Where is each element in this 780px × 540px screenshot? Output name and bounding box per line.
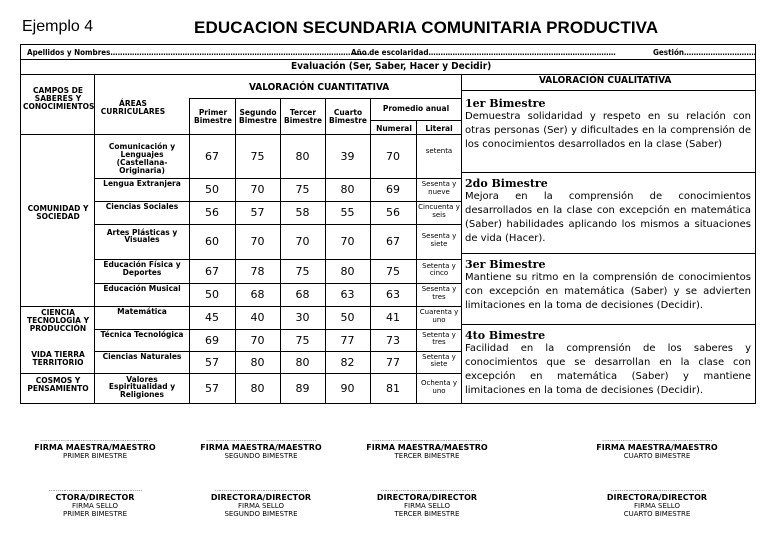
signature-seal: FIRMA SELLO [634, 502, 680, 510]
example-label: Ejemplo 4 [22, 18, 94, 35]
signature-seal: FIRMA SELLO [72, 502, 118, 510]
area-name: Ciencias Naturales [102, 352, 182, 361]
grade-literal: Cincuenta y seis [418, 203, 460, 219]
area-name: Educación Musical [103, 284, 181, 293]
grade-b4: 39 [340, 149, 355, 163]
grade-b2: 70 [250, 235, 265, 248]
qualitative-title: VALORACIÓN CUALITATIVA [539, 75, 672, 86]
signature-period: PRIMER BIMESTRE [62, 510, 128, 518]
field-cosmos: COSMOS Y PENSAMIENTO [27, 376, 89, 393]
period-description: Mejora en la comprensión de conocimientos desarrollados en la clase con excepción en matemática (Saber) habilidades aplicando los mismos a situaciones de vida (Hacer). [465, 191, 751, 244]
grade-b3: 80 [295, 149, 310, 163]
grade-b3: 80 [295, 355, 310, 369]
signature-line: …………………………………………… [380, 486, 474, 493]
period-description: Demuestra solidaridad y respeto en su relación con otras personas (Ser) y dificultades en la comprensión de los conocimientos desarrollados en la clase (Saber) [465, 111, 751, 150]
grade-literal: Sesenta y siete [421, 232, 457, 248]
grade-literal: Setenta y siete [422, 352, 456, 369]
area-name: Comunicación y Lenguajes (Castellana-Originaria) [108, 142, 176, 175]
grade-num: 75 [386, 264, 400, 278]
grade-b2: 80 [250, 355, 265, 369]
grade-literal: Ochenta y uno [421, 379, 457, 395]
grade-num: 41 [386, 311, 400, 324]
grade-num: 73 [386, 333, 400, 347]
grade-b2: 75 [250, 149, 265, 163]
grade-literal: Cuarenta y uno [419, 308, 459, 324]
quantitative-title: VALORACIÓN CUANTITATIVA [249, 82, 390, 93]
teacher-signature [362, 436, 492, 460]
signature-seal: FIRMA SELLO [404, 502, 450, 510]
signature-line: …………………………………………………… [372, 436, 482, 443]
grade-b2: 70 [250, 333, 265, 347]
signature-period: SEGUNDO BIMESTRE [224, 452, 298, 460]
school-year-field[interactable]: Año de escolaridad…………………………………………………………………… [351, 48, 616, 57]
grade-b4: 82 [340, 355, 355, 369]
area-name: Artes Plásticas y Visuales [106, 227, 178, 245]
grade-b1: 67 [205, 264, 219, 278]
grade-b3: 75 [295, 333, 310, 347]
period-title: 3er Bimestre [465, 258, 546, 271]
period-description: Mantiene su ritmo en la comprensión de conocimientos con excepción en matemática (Saber) y se advierten limitaciones en la toma de decisiones (Decidir). [465, 272, 751, 311]
header-b1: Primer Bimestre [193, 108, 233, 125]
grade-b2: 78 [250, 264, 265, 278]
signature-title: CTORA/DIRECTOR [55, 493, 135, 502]
field-life: VIDA TIERRA TERRITORIO [31, 350, 85, 367]
signature-period: CUARTO BIMESTRE [623, 452, 691, 460]
signature-line: …………………………………………………… [602, 436, 712, 443]
director-signature [196, 486, 326, 518]
signature-seal: FIRMA SELLO [238, 502, 284, 510]
header-numeral: Numeral [376, 124, 412, 133]
signature-title: FIRMA MAESTRA/MAESTRO [596, 443, 718, 452]
grade-b4: 50 [340, 311, 355, 324]
grade-b1: 57 [205, 382, 219, 395]
grade-b3: 75 [295, 264, 310, 278]
page-title: EDUCACION SECUNDARIA COMUNITARIA PRODUCTIVA [194, 18, 659, 37]
period-title: 4to Bimestre [465, 329, 546, 342]
signature-line: …………………………………………………… [206, 436, 316, 443]
grade-b4: 77 [340, 333, 355, 347]
grade-b2: 70 [250, 183, 265, 196]
signature-title: FIRMA MAESTRA/MAESTRO [366, 443, 488, 452]
grade-b1: 50 [205, 288, 219, 301]
grade-b1: 45 [205, 311, 219, 324]
signature-line: …………………………………………………… [40, 436, 150, 443]
director-signature [30, 486, 160, 518]
field-science: CIENCIA TECNOLOGÍA Y PRODUCCIÓN [26, 308, 90, 333]
grade-num: 56 [386, 206, 400, 219]
grade-b4: 70 [340, 235, 355, 248]
grade-b1: 57 [205, 355, 219, 369]
period-title: 1er Bimestre [465, 97, 546, 110]
signature-period: TERCER BIMESTRE [394, 510, 460, 518]
area-name: Ciencias Sociales [105, 202, 179, 211]
grade-b1: 67 [205, 149, 219, 163]
grade-num: 81 [386, 382, 400, 395]
grade-literal: setenta [425, 146, 453, 155]
grade-b3: 75 [295, 183, 310, 196]
teacher-signature [30, 436, 160, 460]
grade-num: 63 [386, 288, 400, 301]
signature-period: CUARTO BIMESTRE [623, 510, 691, 518]
grade-num: 69 [386, 183, 400, 196]
area-name: Técnica Tecnológica [100, 330, 184, 339]
grade-num: 70 [386, 149, 400, 163]
header-areas: ÁREAS CURRICULARES [100, 99, 166, 116]
grade-num: 67 [386, 235, 400, 248]
grade-b1: 69 [205, 333, 219, 347]
grade-b1: 50 [205, 183, 219, 196]
signature-line: …………………………………………… [610, 486, 704, 493]
header-b3: Tercer Bimestre [283, 108, 323, 125]
grade-num: 77 [386, 355, 400, 369]
management-field[interactable]: Gestión………………………… [653, 48, 757, 57]
grade-b3: 70 [295, 235, 310, 248]
grade-b2: 68 [250, 288, 265, 301]
area-name: Lengua Extranjera [103, 179, 181, 188]
signature-title: DIRECTORA/DIRECTOR [376, 493, 478, 502]
header-literal: Literal [425, 124, 453, 133]
grade-b2: 57 [250, 206, 265, 219]
director-signature [592, 486, 722, 518]
grade-b4: 63 [340, 288, 355, 301]
teacher-signature [196, 436, 326, 460]
field-community: COMUNIDAD Y SOCIEDAD [27, 204, 89, 221]
header-b2: Segundo Bimestre [238, 108, 278, 125]
grade-b2: 80 [250, 382, 265, 395]
signature-line: …………………………………………… [48, 486, 142, 493]
grade-b3: 89 [295, 382, 310, 395]
period-title: 2do Bimestre [465, 177, 548, 190]
area-name: Educación Física y Deportes [103, 260, 181, 277]
grade-b3: 30 [295, 311, 310, 324]
grade-literal: Setenta y cinco [422, 261, 456, 278]
period-description: Facilidad en la comprensión de los saberes y conocimientos que se desarrollan en la clase con excepción en matemática (Saber) y mantiene limitaciones en la toma de decisiones (Decidir). [465, 343, 751, 396]
grade-b2: 40 [250, 311, 265, 324]
area-name: Matemática [117, 307, 167, 316]
director-signature [362, 486, 492, 518]
report-card [20, 44, 756, 404]
grade-b4: 80 [340, 183, 355, 196]
signature-period: SEGUNDO BIMESTRE [224, 510, 298, 518]
header-b4: Cuarto Bimestre [328, 108, 368, 125]
grade-b1: 60 [205, 235, 219, 248]
grade-literal: Sesenta y nueve [421, 180, 457, 196]
grade-literal: Setenta y tres [422, 330, 456, 347]
grade-b1: 56 [205, 206, 219, 219]
signature-title: DIRECTORA/DIRECTOR [606, 493, 708, 502]
signature-period: PRIMER BIMESTRE [62, 452, 128, 460]
grade-b4: 55 [340, 206, 355, 219]
teacher-signature [592, 436, 722, 460]
header-fields: CAMPOS DE SABERES Y CONOCIMIENTOS [23, 86, 95, 111]
grade-b4: 90 [340, 382, 355, 395]
grade-b4: 80 [340, 264, 355, 278]
student-name-field[interactable]: Apellidos y Nombres………………………………………………………………………………………………. [27, 48, 373, 57]
signature-period: TERCER BIMESTRE [394, 452, 460, 460]
header-average: Promedio anual [382, 104, 450, 113]
signature-title: FIRMA MAESTRA/MAESTRO [34, 443, 156, 452]
evaluation-title: Evaluación (Ser, Saber, Hacer y Decidir) [291, 61, 492, 72]
grade-b3: 68 [295, 288, 310, 301]
signature-title: DIRECTORA/DIRECTOR [210, 493, 312, 502]
grade-b3: 58 [295, 206, 310, 219]
grade-literal: Sesenta y tres [421, 285, 457, 301]
signature-title: FIRMA MAESTRA/MAESTRO [200, 443, 322, 452]
area-name: Valores Espiritualidad y Religiones [108, 374, 176, 400]
signature-line: …………………………………………… [214, 486, 308, 493]
